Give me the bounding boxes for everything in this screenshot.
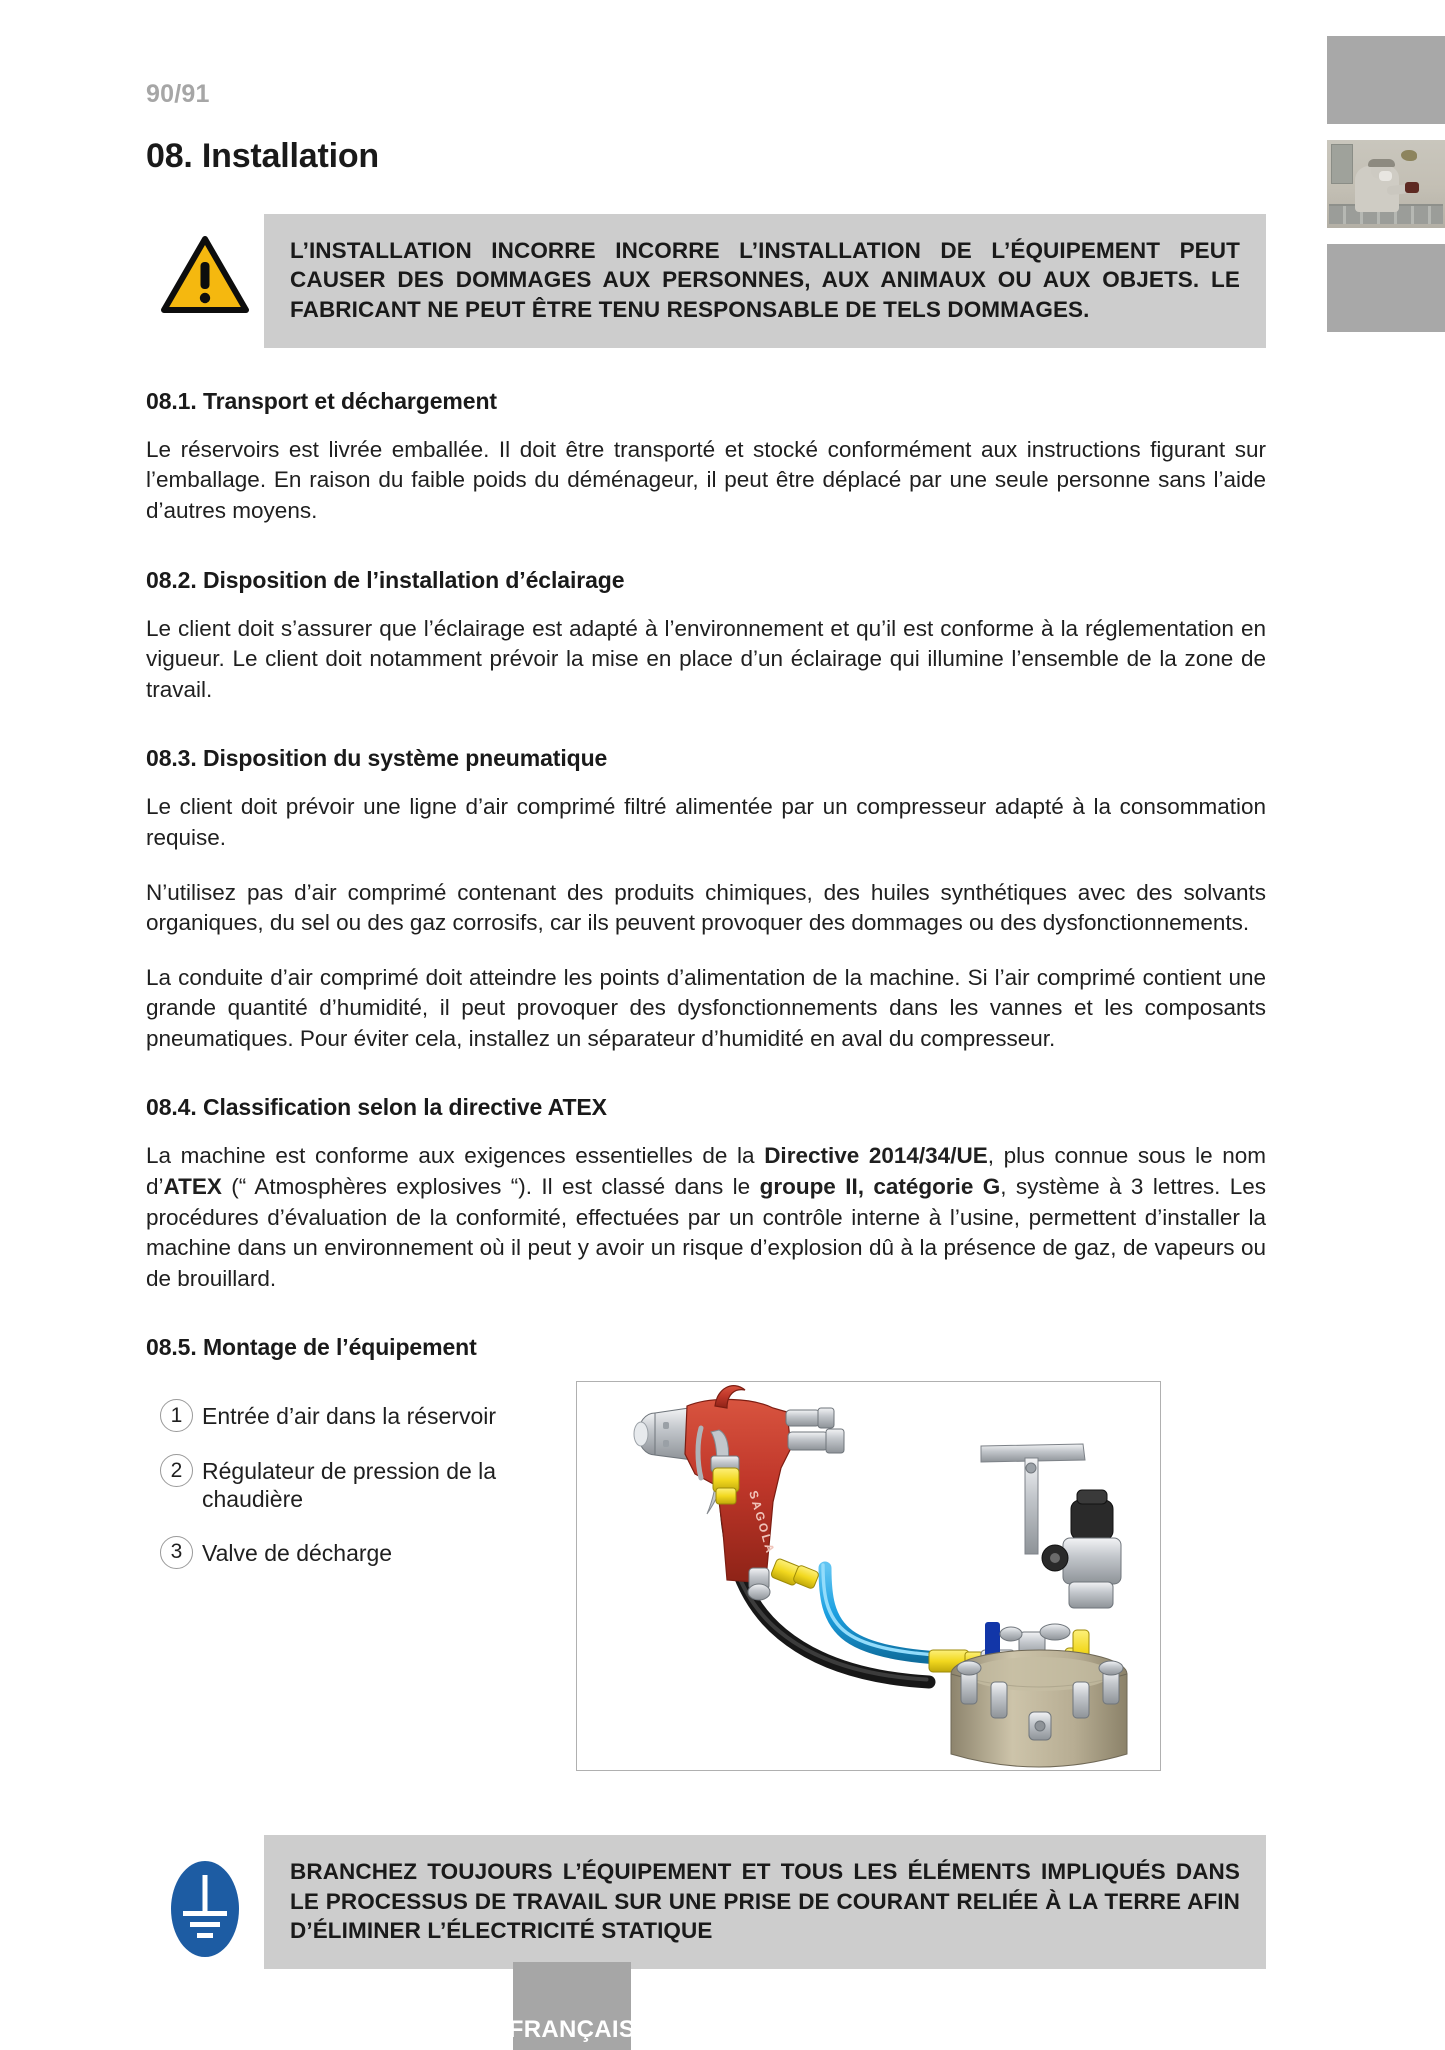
section-heading-08-3: 08.3. Disposition du système pneumatique xyxy=(146,745,608,772)
pressure-regulator xyxy=(1042,1490,1121,1608)
section-heading-08-5: 08.5. Montage de l’équipement xyxy=(146,1334,477,1361)
emphasis-run: Directive 2014/34/UE xyxy=(764,1143,988,1169)
section-paragraph-08-2-1: Le client doit s’assurer que l’éclairage est adapté à l’environnement et qu’il est conforme à la réglementation en vigueur. Le client doit notamment prévoir la mise en place d’un éclairage qui illumine l’ensemble de la zone de travail. xyxy=(146,615,1266,702)
legend-item xyxy=(146,1399,576,1432)
page-title: 08. Installation xyxy=(146,137,379,175)
gun-air-cap xyxy=(634,1408,693,1460)
emphasis-run: groupe II, catégorie G xyxy=(759,1174,1001,1200)
page-folio: 90/91 xyxy=(146,80,210,108)
section-heading-08-1: 08.1. Transport et déchargement xyxy=(146,387,497,414)
section-paragraph-08-1-1: Le réservoirs est livrée emballée. Il doit être transporté et stocké conformément aux instructions figurant sur l’emballage. En raison du faible poids du déménageur, il peut être déplacé par une seule personne sans l’aide d’autres moyens. xyxy=(146,436,1266,523)
mounting-legend xyxy=(146,1381,576,1590)
legend-item xyxy=(146,1454,576,1513)
gun-rear-fittings xyxy=(786,1408,844,1453)
legend-number-2: 2 xyxy=(160,1454,193,1487)
section-heading-08-2: 08.2. Disposition de l’installation d’éclairage xyxy=(146,566,625,593)
warning-notice-text xyxy=(264,214,1266,348)
legend-label-3: Valve de décharge xyxy=(202,1539,393,1566)
section-heading-08-4: 08.4. Classification selon la directive ATEX xyxy=(146,1094,607,1121)
photo-worker-cap xyxy=(1368,159,1395,167)
legend-label-2: Régulateur de pression de la chaudière xyxy=(202,1458,497,1513)
warning-grounding-paragraph: BRANCHEZ TOUJOURS L’ÉQUIPEMENT ET TOUS LES ÉLÉMENTS IMPLIQUÉS DANS LE PROCESSUS DE TRAVAIL SUR UNE PRISE DE COURANT RELIÉE À LA TERRE AFIN D’ÉLIMINER L’ÉLECTRICITÉ STATIQUE xyxy=(290,1859,1240,1943)
section-paragraph-08-4-1: La machine est conforme aux exigences essentielles de la Directive 2014/34/UE, plus connue sous le nom d’ATEX (“ Atmosphères explosives “). Il est classé dans le groupe II, catégorie G, système à 3 lettres. Les procédures d’évaluation de la conformité, effectuées par un contrôle interne à l’usine, permettent d’installer la machine dans un environnement où il peut y avoir un risque d’explosion dû à la présence de gaz, de vapeurs ou de brouillard. xyxy=(146,1143,1267,1291)
warning-notice-grounding xyxy=(146,1835,1266,1969)
legend-number-1: 1 xyxy=(160,1399,193,1432)
emphasis-run: ATEX xyxy=(163,1174,222,1200)
thumbnail-rail xyxy=(1327,36,1445,332)
photo-spray-gun xyxy=(1405,182,1419,193)
legend-item xyxy=(146,1536,576,1569)
gun-brand-label: SAGOLA xyxy=(746,1489,778,1558)
photo-wall-stain xyxy=(1401,150,1417,161)
warning-grounding-text xyxy=(264,1835,1266,1969)
section-paragraph-08-3-2: N’utilisez pas d’air comprimé contenant des produits chimiques, des huiles synthétiques avec des solvants organiques, du sel ou des gaz corrosifs, car ils peuvent provoquer des dommages ou des dysfonctionnements. xyxy=(146,879,1266,936)
photo-worker-respirator xyxy=(1379,171,1392,181)
legend-number-3: 3 xyxy=(160,1536,193,1569)
mounting-block xyxy=(146,1381,1266,1771)
section-paragraph-08-3-3: La conduite d’air comprimé doit atteindre les points d’alimentation de la machine. Si l’air comprimé contient une grande quantité d’humidité, il peut provoquer des dysfonctionnements dans les vannes et les composants pneumatiques. Pour éviter cela, installez un séparateur d’humidité en aval du compresseur. xyxy=(146,964,1266,1051)
thumb-photo-operator-spraying xyxy=(1327,140,1445,228)
thumb-placeholder-top xyxy=(1327,36,1445,124)
tank-front-clamp xyxy=(1029,1712,1051,1740)
warning-triangle-icon xyxy=(146,214,264,314)
grounding-earth-icon xyxy=(146,1835,264,1961)
content-column xyxy=(146,0,1266,1969)
language-tab-francais: FRANÇAIS xyxy=(513,1962,631,2050)
thumb-placeholder-bottom xyxy=(1327,244,1445,332)
tank-lid-handle xyxy=(981,1444,1085,1554)
pressure-pot-spray-gun-diagram xyxy=(576,1381,1161,1771)
legend-label-1: Entrée d’air dans la réservoir xyxy=(202,1403,497,1430)
photo-door xyxy=(1331,144,1353,184)
warning-notice-paragraph: L’INSTALLATION INCORRE INCORRE L’INSTALLATION DE L’ÉQUIPEMENT PEUT CAUSER DES DOMMAGES AUX PERSONNES, AUX ANIMAUX OU AUX OBJETS. LE FABRICANT NE PEUT ÊTRE TENU RESPONSABLE DE TELS DOMMAGES. xyxy=(290,238,1240,322)
section-paragraph-08-3-1: Le client doit prévoir une ligne d’air comprimé filtré alimentée par un compresseur adapté à la consommation requise. xyxy=(146,794,1266,850)
warning-notice-installation xyxy=(146,214,1266,348)
